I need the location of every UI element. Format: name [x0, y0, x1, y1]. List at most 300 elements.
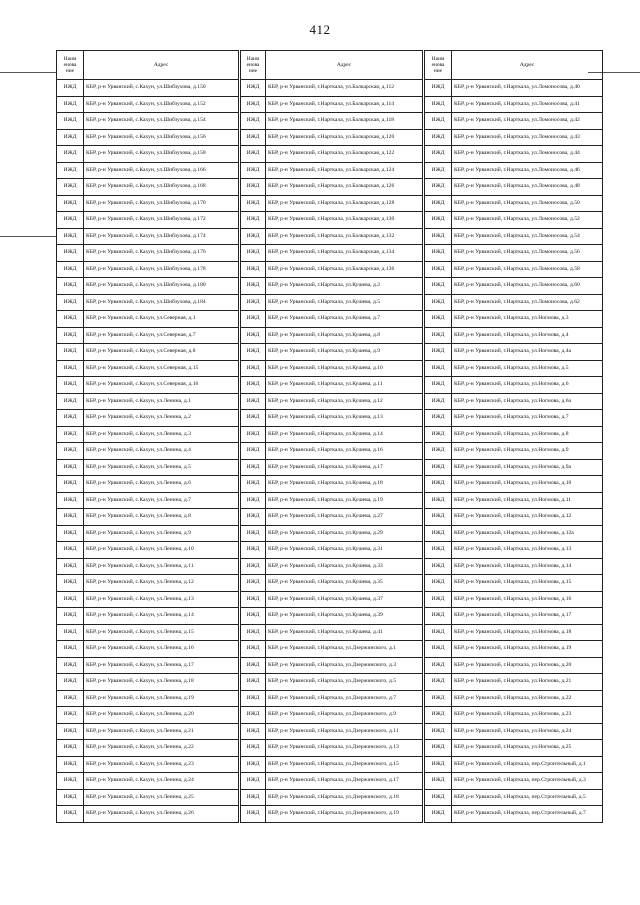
type-cell: ИЖД [57, 443, 84, 460]
type-cell: ИЖД [241, 525, 266, 542]
table-body [241, 80, 423, 823]
table-row [241, 162, 423, 179]
table-row [425, 575, 603, 592]
table-row [57, 575, 239, 592]
table-row [57, 459, 239, 476]
address-cell: КБР, р-н Урванский, с.Кахун, ул.Ленина, д.17 [84, 657, 239, 674]
table-row [57, 311, 239, 328]
table-row [241, 773, 423, 790]
type-cell: ИЖД [241, 113, 266, 130]
address-cell: КБР, р-н Урванский, г.Нарткала, ул.Ногмова, д.6 [452, 377, 603, 394]
address-cell: КБР, р-н Урванский, г.Нарткала, ул.Ногмова, д.9а [452, 459, 603, 476]
address-cell: КБР, р-н Урванский, г.Нарткала, ул.Ногмова, д.19 [452, 641, 603, 658]
table-row [425, 443, 603, 460]
type-cell: ИЖД [57, 806, 84, 823]
address-cell: КБР, р-н Урванский, г.Нарткала, ул.Ногмова, д.20 [452, 657, 603, 674]
table-row [241, 789, 423, 806]
address-cell: КБР, р-н Урванский, г.Нарткала, ул.Ломоносова, д.54 [452, 228, 603, 245]
address-cell: КБР, р-н Урванский, г.Нарткала, ул.Дзержинского, д.7 [266, 690, 423, 707]
address-cell: КБР, р-н Урванский, с.Кахун, ул.Ленина, д.1 [84, 393, 239, 410]
address-cell: КБР, р-н Урванский, с.Кахун, ул.Ленина, д.22 [84, 740, 239, 757]
address-cell: КБР, р-н Урванский, г.Нарткала, ул.Дзержинского, д.1 [266, 641, 423, 658]
table-row [57, 525, 239, 542]
type-cell: ИЖД [57, 723, 84, 740]
address-cell: КБР, р-н Урванский, с.Кахун, ул.Ленина, д.19 [84, 690, 239, 707]
table-row [241, 278, 423, 295]
type-cell: ИЖД [57, 228, 84, 245]
type-cell: ИЖД [425, 443, 452, 460]
type-cell: ИЖД [241, 542, 266, 559]
address-cell: КБР, р-н Урванский, г.Нарткала, ул.Ломоносова, д.43 [452, 129, 603, 146]
table-row [57, 789, 239, 806]
table-row [241, 756, 423, 773]
address-cell: КБР, р-н Урванский, с.Кахун, ул.Шибзухова, д.174 [84, 228, 239, 245]
address-cell: КБР, р-н Урванский, г.Нарткала, ул.Ногмова, д.24 [452, 723, 603, 740]
type-cell: ИЖД [57, 80, 84, 97]
table-row [241, 558, 423, 575]
address-cell: КБР, р-н Урванский, с.Кахун, ул.Шибзухова, д.168 [84, 179, 239, 196]
address-cell: КБР, р-н Урванский, с.Кахун, ул.Ленина, д.11 [84, 558, 239, 575]
address-cell: КБР, р-н Урванский, с.Кахун, ул.Ленина, д.9 [84, 525, 239, 542]
table-row [425, 294, 603, 311]
table-row [57, 492, 239, 509]
type-cell: ИЖД [241, 657, 266, 674]
type-cell: ИЖД [425, 509, 452, 526]
address-cell: КБР, р-н Урванский, г.Нарткала, ул.Кушева, д.33 [266, 558, 423, 575]
address-cell: КБР, р-н Урванский, с.Кахун, ул.Ленина, д.25 [84, 789, 239, 806]
address-table-2 [240, 50, 423, 823]
address-cell: КБР, р-н Урванский, г.Нарткала, ул.Балкарская, д.126 [266, 179, 423, 196]
table-row [425, 261, 603, 278]
address-cell: КБР, р-н Урванский, г.Нарткала, ул.Ногмова, д.22 [452, 690, 603, 707]
type-cell: ИЖД [57, 162, 84, 179]
type-cell: ИЖД [241, 360, 266, 377]
table-row [425, 410, 603, 427]
table-row [57, 558, 239, 575]
table-row [425, 558, 603, 575]
page-number: 412 [309, 22, 331, 37]
table-row [425, 96, 603, 113]
address-cell: КБР, р-н Урванский, г.Нарткала, ул.Балкарская, д.132 [266, 228, 423, 245]
table-row [57, 740, 239, 757]
table-row [425, 459, 603, 476]
type-cell: ИЖД [57, 327, 84, 344]
address-cell: КБР, р-н Урванский, г.Нарткала, ул.Ногмова, д.18 [452, 624, 603, 641]
address-cell: КБР, р-н Урванский, с.Кахун, ул.Шибзухова, д.166 [84, 162, 239, 179]
table-row [425, 179, 603, 196]
table-row [241, 459, 423, 476]
table-row [241, 245, 423, 262]
table-row [57, 624, 239, 641]
table-row [425, 212, 603, 229]
type-cell: ИЖД [241, 476, 266, 493]
address-cell: КБР, р-н Урванский, г.Нарткала, ул.Ногмова, д.4а [452, 344, 603, 361]
address-cell: КБР, р-н Урванский, г.Нарткала, ул.Ногмова, д.10 [452, 476, 603, 493]
address-cell: КБР, р-н Урванский, г.Нарткала, пер.Строительный, д.5 [452, 789, 603, 806]
table-row [425, 129, 603, 146]
type-cell: ИЖД [57, 674, 84, 691]
address-cell: КБР, р-н Урванский, г.Нарткала, ул.Ногмова, д.17 [452, 608, 603, 625]
type-cell: ИЖД [425, 492, 452, 509]
address-cell: КБР, р-н Урванский, с.Кахун, ул.Шибзухова, д.152 [84, 96, 239, 113]
type-cell: ИЖД [425, 459, 452, 476]
type-cell: ИЖД [241, 690, 266, 707]
table-row [57, 245, 239, 262]
table-row [57, 195, 239, 212]
type-cell: ИЖД [241, 162, 266, 179]
type-cell: ИЖД [241, 261, 266, 278]
table-row [425, 311, 603, 328]
table-row [57, 657, 239, 674]
table-row [57, 443, 239, 460]
type-cell: ИЖД [425, 294, 452, 311]
type-cell: ИЖД [57, 476, 84, 493]
type-cell: ИЖД [425, 278, 452, 295]
table-header-row [241, 51, 423, 80]
table-row [57, 146, 239, 163]
type-cell: ИЖД [425, 558, 452, 575]
address-cell: КБР, р-н Урванский, г.Нарткала, ул.Ломоносова, д.50 [452, 195, 603, 212]
address-cell: КБР, р-н Урванский, г.Нарткала, пер.Строительный, д.7 [452, 806, 603, 823]
table-row [425, 657, 603, 674]
type-cell: ИЖД [425, 195, 452, 212]
type-cell: ИЖД [241, 707, 266, 724]
table-row [241, 591, 423, 608]
address-cell: КБР, р-н Урванский, г.Нарткала, ул.Балкарская, д.124 [266, 162, 423, 179]
type-cell: ИЖД [57, 641, 84, 658]
type-cell: ИЖД [241, 80, 266, 97]
address-cell: КБР, р-н Урванский, с.Кахун, ул.Шибзухова, д.172 [84, 212, 239, 229]
table-row [57, 228, 239, 245]
table-row [57, 591, 239, 608]
table-row [57, 294, 239, 311]
type-cell: ИЖД [57, 558, 84, 575]
table-row [241, 806, 423, 823]
address-cell: КБР, р-н Урванский, с.Кахун, ул.Шибзухова, д.180 [84, 278, 239, 295]
type-header: Наим енова ние [425, 51, 452, 80]
table-row [241, 80, 423, 97]
type-cell: ИЖД [57, 294, 84, 311]
type-cell: ИЖД [241, 641, 266, 658]
type-cell: ИЖД [425, 773, 452, 790]
table-row [57, 707, 239, 724]
table-row [241, 344, 423, 361]
type-cell: ИЖД [425, 690, 452, 707]
type-cell: ИЖД [241, 723, 266, 740]
table-row [241, 212, 423, 229]
address-cell: КБР, р-н Урванский, г.Нарткала, ул.Кушева, д.16 [266, 443, 423, 460]
type-cell: ИЖД [57, 146, 84, 163]
type-cell: ИЖД [425, 212, 452, 229]
table-row [57, 410, 239, 427]
address-cell: КБР, р-н Урванский, г.Нарткала, ул.Кушева, д.31 [266, 542, 423, 559]
address-cell: КБР, р-н Урванский, с.Кахун, ул.Ленина, д.26 [84, 806, 239, 823]
address-cell: КБР, р-н Урванский, г.Нарткала, ул.Ломоносова, д.56 [452, 245, 603, 262]
address-cell: КБР, р-н Урванский, с.Кахун, ул.Ленина, д.7 [84, 492, 239, 509]
type-cell: ИЖД [241, 278, 266, 295]
address-cell: КБР, р-н Урванский, г.Нарткала, ул.Балкарская, д.112 [266, 80, 423, 97]
type-cell: ИЖД [425, 657, 452, 674]
table-row [241, 327, 423, 344]
type-cell: ИЖД [57, 377, 84, 394]
address-cell: КБР, р-н Урванский, г.Нарткала, ул.Ломоносова, д.52 [452, 212, 603, 229]
type-cell: ИЖД [425, 641, 452, 658]
type-cell: ИЖД [57, 245, 84, 262]
address-cell: КБР, р-н Урванский, г.Нарткала, ул.Кушева, д.11 [266, 377, 423, 394]
address-cell: КБР, р-н Урванский, с.Кахун, ул.Ленина, д.5 [84, 459, 239, 476]
type-cell: ИЖД [425, 80, 452, 97]
address-tables [56, 50, 603, 823]
table-row [425, 426, 603, 443]
address-cell: КБР, р-н Урванский, г.Нарткала, ул.Ногмова, д.14 [452, 558, 603, 575]
table-row [241, 360, 423, 377]
type-cell: ИЖД [425, 179, 452, 196]
type-cell: ИЖД [425, 327, 452, 344]
type-header: Наим енова ние [57, 51, 84, 80]
address-cell: КБР, р-н Урванский, г.Нарткала, ул.Кушева, д.37 [266, 591, 423, 608]
type-cell: ИЖД [241, 492, 266, 509]
address-cell: КБР, р-н Урванский, с.Кахун, ул.Шибзухова, д.154 [84, 113, 239, 130]
table-row [57, 129, 239, 146]
table-row [241, 707, 423, 724]
table-row [241, 96, 423, 113]
type-cell: ИЖД [241, 558, 266, 575]
address-cell: КБР, р-н Урванский, г.Нарткала, ул.Ломоносова, д.44 [452, 146, 603, 163]
address-cell: КБР, р-н Урванский, г.Нарткала, ул.Ногмова, д.16 [452, 591, 603, 608]
table-row [57, 393, 239, 410]
type-cell: ИЖД [241, 608, 266, 625]
address-cell: КБР, р-н Урванский, г.Нарткала, ул.Кушева, д.17 [266, 459, 423, 476]
type-cell: ИЖД [425, 674, 452, 691]
type-cell: ИЖД [57, 690, 84, 707]
address-cell: КБР, р-н Урванский, с.Кахун, ул.Ленина, д.18 [84, 674, 239, 691]
table-row [425, 344, 603, 361]
type-cell: ИЖД [425, 377, 452, 394]
table-row [241, 674, 423, 691]
scan-line-left [0, 72, 56, 73]
address-cell: КБР, р-н Урванский, г.Нарткала, ул.Ломоносова, д.60 [452, 278, 603, 295]
type-cell: ИЖД [57, 113, 84, 130]
address-cell: КБР, р-н Урванский, с.Кахун, ул.Ленина, д.3 [84, 426, 239, 443]
table-row [425, 360, 603, 377]
table-row [425, 228, 603, 245]
table-row [57, 212, 239, 229]
address-cell: КБР, р-н Урванский, г.Нарткала, ул.Дзержинского, д.5 [266, 674, 423, 691]
address-cell: КБР, р-н Урванский, г.Нарткала, ул.Ногмова, д.25 [452, 740, 603, 757]
table-row [425, 162, 603, 179]
table-row [241, 195, 423, 212]
address-cell: КБР, р-н Урванский, г.Нарткала, ул.Ломоносова, д.41 [452, 96, 603, 113]
address-cell: КБР, р-н Урванский, г.Нарткала, ул.Ломоносова, д.42 [452, 113, 603, 130]
address-cell: КБР, р-н Урванский, г.Нарткала, пер.Строительный, д.3 [452, 773, 603, 790]
address-cell: КБР, р-н Урванский, г.Нарткала, ул.Ногмова, д.7 [452, 410, 603, 427]
table-row [57, 113, 239, 130]
address-cell: КБР, р-н Урванский, г.Нарткала, ул.Ломоносова, д.40 [452, 80, 603, 97]
type-cell: ИЖД [57, 525, 84, 542]
type-cell: ИЖД [57, 360, 84, 377]
table-row [425, 113, 603, 130]
address-cell: КБР, р-н Урванский, г.Нарткала, ул.Кушева, д.19 [266, 492, 423, 509]
type-cell: ИЖД [425, 525, 452, 542]
address-cell: КБР, р-н Урванский, с.Кахун, ул.Ленина, д.4 [84, 443, 239, 460]
address-cell: КБР, р-н Урванский, г.Нарткала, ул.Балкарская, д.114 [266, 96, 423, 113]
table-row [241, 377, 423, 394]
type-cell: ИЖД [241, 674, 266, 691]
address-cell: КБР, р-н Урванский, г.Нарткала, ул.Ногмова, д.3 [452, 311, 603, 328]
address-cell: КБР, р-н Урванский, г.Нарткала, ул.Балкарская, д.136 [266, 261, 423, 278]
address-cell: КБР, р-н Урванский, г.Нарткала, ул.Ломоносова, д.48 [452, 179, 603, 196]
address-cell: КБР, р-н Урванский, с.Кахун, ул.Ленина, д.12 [84, 575, 239, 592]
address-cell: КБР, р-н Урванский, г.Нарткала, ул.Кушева, д.8 [266, 327, 423, 344]
table-row [241, 476, 423, 493]
table-row [57, 509, 239, 526]
address-cell: КБР, р-н Урванский, с.Кахун, ул.Шибзухова, д.170 [84, 195, 239, 212]
table-row [241, 294, 423, 311]
table-row [57, 542, 239, 559]
table-row [57, 806, 239, 823]
type-cell: ИЖД [241, 443, 266, 460]
table-row [57, 723, 239, 740]
table-row [425, 377, 603, 394]
type-cell: ИЖД [425, 410, 452, 427]
table-row [241, 492, 423, 509]
type-cell: ИЖД [425, 162, 452, 179]
type-cell: ИЖД [57, 740, 84, 757]
table-header-row [425, 51, 603, 80]
table-row [425, 624, 603, 641]
type-cell: ИЖД [57, 410, 84, 427]
type-cell: ИЖД [57, 608, 84, 625]
table-row [241, 641, 423, 658]
table-row [57, 162, 239, 179]
table-row [425, 806, 603, 823]
type-cell: ИЖД [57, 707, 84, 724]
table-row [425, 509, 603, 526]
type-cell: ИЖД [241, 179, 266, 196]
address-cell: КБР, р-н Урванский, г.Нарткала, ул.Ногмова, д.8 [452, 426, 603, 443]
address-cell: КБР, р-н Урванский, г.Нарткала, ул.Балкарская, д.128 [266, 195, 423, 212]
type-cell: ИЖД [241, 393, 266, 410]
address-cell: КБР, р-н Урванский, г.Нарткала, ул.Кушева, д.9 [266, 344, 423, 361]
type-cell: ИЖД [57, 575, 84, 592]
table-row [241, 690, 423, 707]
table-row [57, 690, 239, 707]
type-cell: ИЖД [425, 707, 452, 724]
address-cell: КБР, р-н Урванский, г.Нарткала, ул.Ломоносова, д.62 [452, 294, 603, 311]
type-cell: ИЖД [57, 624, 84, 641]
type-cell: ИЖД [57, 129, 84, 146]
type-cell: ИЖД [241, 146, 266, 163]
type-cell: ИЖД [425, 393, 452, 410]
table-row [57, 756, 239, 773]
address-cell: КБР, р-н Урванский, г.Нарткала, ул.Ногмова, д.12 [452, 509, 603, 526]
table-body [57, 80, 239, 823]
table-row [425, 773, 603, 790]
type-cell: ИЖД [241, 195, 266, 212]
type-cell: ИЖД [57, 426, 84, 443]
table-row [425, 492, 603, 509]
type-cell: ИЖД [425, 245, 452, 262]
address-cell: КБР, р-н Урванский, с.Кахун, ул.Северная, д.8 [84, 344, 239, 361]
type-cell: ИЖД [241, 344, 266, 361]
address-cell: КБР, р-н Урванский, с.Кахун, ул.Ленина, д.15 [84, 624, 239, 641]
type-cell: ИЖД [425, 575, 452, 592]
address-cell: КБР, р-н Урванский, г.Нарткала, ул.Кушева, д.18 [266, 476, 423, 493]
table-row [241, 624, 423, 641]
table-row [425, 525, 603, 542]
table-row [57, 261, 239, 278]
address-cell: КБР, р-н Урванский, г.Нарткала, ул.Дзержинского, д.13 [266, 740, 423, 757]
address-cell: КБР, р-н Урванский, г.Нарткала, ул.Ломоносова, д.58 [452, 261, 603, 278]
type-cell: ИЖД [57, 591, 84, 608]
type-cell: ИЖД [57, 96, 84, 113]
address-cell: КБР, р-н Урванский, г.Нарткала, ул.Ногмова, д.4 [452, 327, 603, 344]
table-row [57, 360, 239, 377]
address-header: Адрес [266, 51, 423, 80]
table-row [57, 426, 239, 443]
type-cell: ИЖД [425, 624, 452, 641]
table-row [241, 509, 423, 526]
type-cell: ИЖД [241, 96, 266, 113]
address-cell: КБР, р-н Урванский, с.Кахун, ул.Шибзухова, д.150 [84, 80, 239, 97]
address-cell: КБР, р-н Урванский, г.Нарткала, ул.Балкарская, д.120 [266, 129, 423, 146]
type-cell: ИЖД [425, 113, 452, 130]
type-cell: ИЖД [425, 608, 452, 625]
table-row [241, 113, 423, 130]
type-cell: ИЖД [241, 245, 266, 262]
address-cell: КБР, р-н Урванский, г.Нарткала, ул.Ногмова, д.9 [452, 443, 603, 460]
type-cell: ИЖД [425, 228, 452, 245]
address-cell: КБР, р-н Урванский, г.Нарткала, ул.Кушева, д.14 [266, 426, 423, 443]
address-cell: КБР, р-н Урванский, г.Нарткала, ул.Ногмова, д.6а [452, 393, 603, 410]
type-cell: ИЖД [241, 212, 266, 229]
table-row [241, 525, 423, 542]
address-cell: КБР, р-н Урванский, г.Нарткала, ул.Дзержинского, д.11 [266, 723, 423, 740]
address-cell: КБР, р-н Урванский, с.Кахун, ул.Ленина, д.2 [84, 410, 239, 427]
table-row [425, 195, 603, 212]
type-cell: ИЖД [425, 806, 452, 823]
table-row [425, 245, 603, 262]
type-cell: ИЖД [425, 146, 452, 163]
type-cell: ИЖД [57, 756, 84, 773]
address-header: Адрес [452, 51, 603, 80]
type-cell: ИЖД [241, 377, 266, 394]
type-cell: ИЖД [57, 773, 84, 790]
address-table-1 [56, 50, 239, 823]
table-row [241, 723, 423, 740]
type-cell: ИЖД [425, 96, 452, 113]
address-cell: КБР, р-н Урванский, г.Нарткала, ул.Кушева, д.29 [266, 525, 423, 542]
address-cell: КБР, р-н Урванский, с.Кахун, ул.Шибзухова, д.156 [84, 129, 239, 146]
table-row [425, 723, 603, 740]
type-cell: ИЖД [57, 195, 84, 212]
address-header: Адрес [84, 51, 239, 80]
type-cell: ИЖД [425, 344, 452, 361]
type-cell: ИЖД [425, 129, 452, 146]
type-cell: ИЖД [241, 459, 266, 476]
table-row [241, 740, 423, 757]
type-cell: ИЖД [241, 789, 266, 806]
table-row [57, 327, 239, 344]
type-cell: ИЖД [425, 542, 452, 559]
table-row [425, 476, 603, 493]
table-row [425, 740, 603, 757]
type-cell: ИЖД [241, 426, 266, 443]
type-cell: ИЖД [57, 344, 84, 361]
type-cell: ИЖД [57, 492, 84, 509]
table-row [241, 657, 423, 674]
table-row [241, 426, 423, 443]
